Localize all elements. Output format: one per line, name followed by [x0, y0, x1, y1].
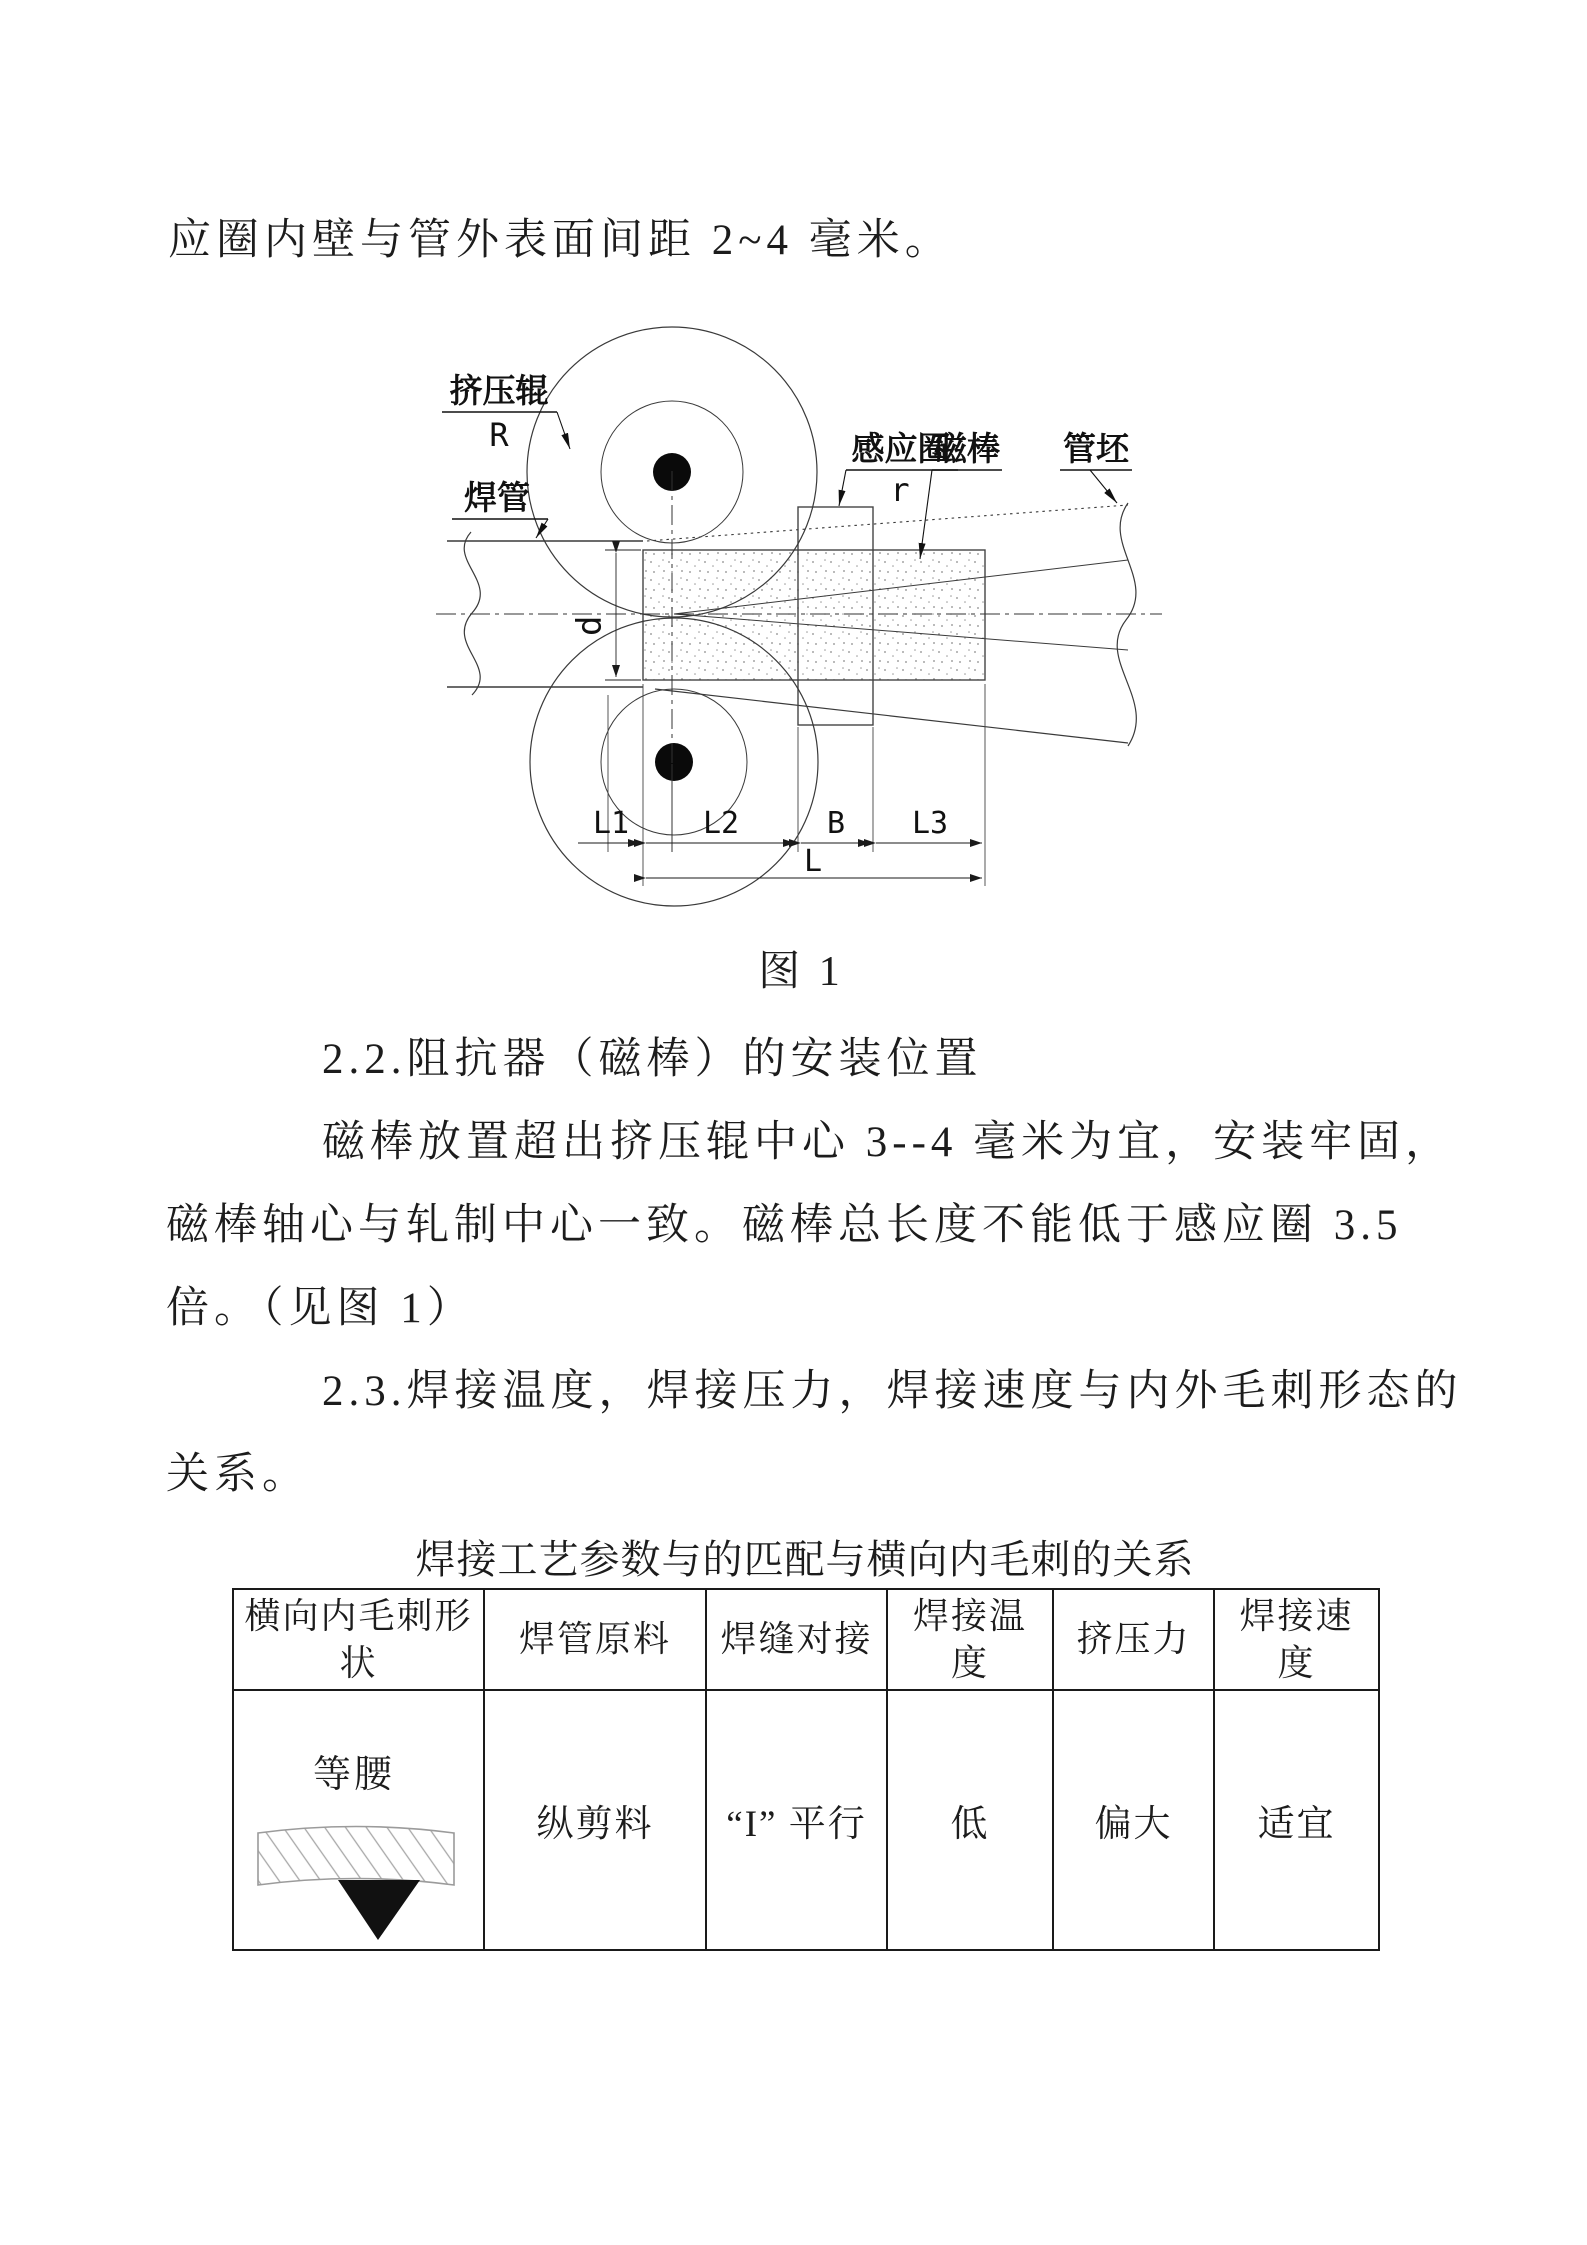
dim-d-label: d [570, 615, 610, 636]
table-data-row [233, 1690, 1379, 1950]
extension-lines [608, 684, 985, 886]
paragraph-line-3: 倍。（见图 1） [166, 1285, 475, 1332]
section-2-3-heading: 2.3.焊接温度，焊接压力，焊接速度与内外毛刺形态的 [322, 1368, 1463, 1415]
intro-line: 应圈内壁与管外表面间距 2~4 毫米。 [168, 217, 953, 264]
dim-l-label: L [804, 844, 823, 879]
squeeze-roller-label: 挤压辊 [449, 372, 549, 409]
tube-blank-label: 管坯 [1063, 430, 1129, 467]
isosceles-burr-diagram [250, 1813, 462, 1948]
cell-raw-material: 纵剪料 [484, 1690, 706, 1950]
section-2-3-continuation: 关系。 [166, 1451, 310, 1498]
dim-l1-label: L1 [593, 806, 630, 841]
welded-pipe-label: 焊管 [464, 479, 530, 516]
dim-l2-label: L2 [703, 806, 740, 841]
figure-caption: 图 1 [758, 949, 844, 995]
burr-shape-graphic-wrap [234, 1691, 483, 1949]
header-weld-temp: 焊接温度 [887, 1589, 1053, 1690]
header-weld-speed: 焊接速度 [1214, 1589, 1379, 1690]
cell-squeeze-force: 偏大 [1053, 1690, 1214, 1950]
cell-weld-speed: 适宜 [1214, 1690, 1379, 1950]
pipe-wall-band [258, 1827, 454, 1886]
section-2-2-heading: 2.2.阻抗器（磁棒）的安装位置 [322, 1036, 983, 1083]
magnet-bar-label: 磁棒 [934, 430, 1000, 467]
squeeze-roller-symbol: R [489, 416, 509, 454]
burr-shape-label: 等腰 [313, 1754, 396, 1796]
cell-burr-shape [233, 1690, 484, 1950]
induction-coil-label: 感应圈 [851, 430, 951, 467]
cell-seam-butt: “I” 平行 [706, 1690, 887, 1950]
weld-parameters-table [232, 1588, 1380, 1951]
dim-l3-label: L3 [912, 806, 949, 841]
dimension-lines [578, 843, 982, 878]
figure-1-diagram [420, 315, 1182, 915]
dimension-d [605, 550, 641, 680]
header-squeeze-force: 挤压力 [1053, 1589, 1214, 1690]
header-seam-butt: 焊缝对接 [706, 1589, 887, 1690]
table-header-row [233, 1589, 1379, 1690]
cell-weld-temp: 低 [887, 1690, 1053, 1950]
header-burr-shape: 横向内毛刺形状 [233, 1589, 484, 1690]
bottom-roller-axis-dot [655, 743, 693, 781]
dim-b-label: B [827, 806, 846, 841]
induction-coil-symbol: r [890, 471, 910, 509]
table-title: 焊接工艺参数与的匹配与横向内毛刺的关系 [415, 1537, 1195, 1582]
paragraph-line-1: 磁棒放置超出挤压辊中心 3--4 毫米为宜，安装牢固， [322, 1119, 1454, 1166]
paragraph-line-2: 磁棒轴心与轧制中心一致。磁棒总长度不能低于感应圈 3.5 [166, 1202, 1403, 1249]
inner-burr-triangle [338, 1880, 420, 1940]
leader-lines [442, 412, 1132, 559]
header-raw-material: 焊管原料 [484, 1589, 706, 1690]
